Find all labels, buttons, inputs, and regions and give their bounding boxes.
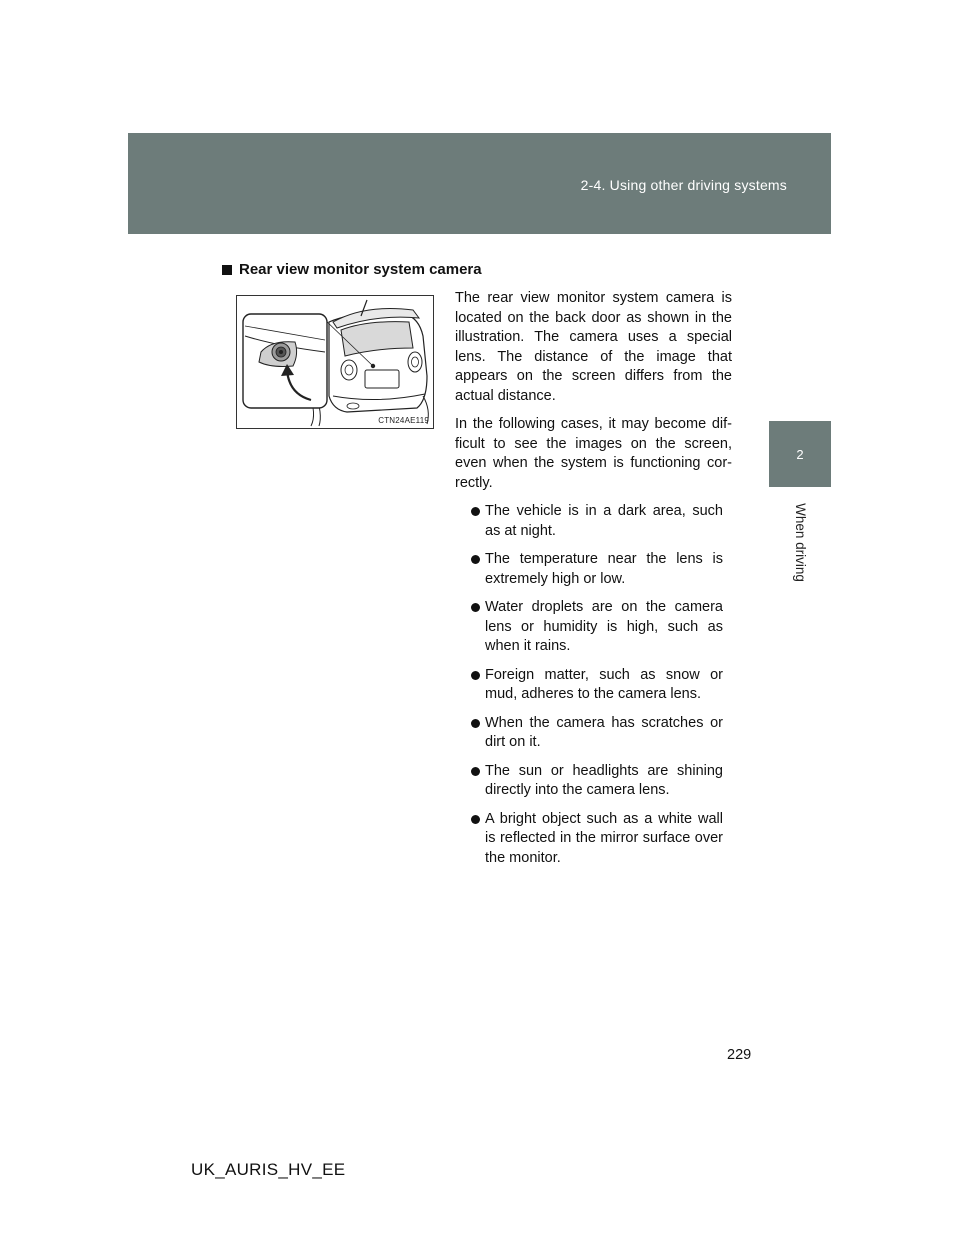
list-item: A bright object such as a white wall is reflected in the mirror surface over the monitor. (471, 810, 723, 869)
bullet-dot-icon (471, 671, 480, 680)
list-item: The vehicle is in a dark area, such as at night. (471, 502, 723, 541)
square-bullet-icon (222, 265, 232, 275)
conditions-list (455, 502, 723, 868)
car-rear-illustration (237, 296, 433, 428)
bullet-dot-icon (471, 815, 480, 824)
list-item: The temperature near the lens is extremely high or low. (471, 550, 723, 589)
figure-code: CTN24AE119 (378, 416, 429, 425)
chapter-tab-label (769, 487, 831, 597)
bullet-dot-icon (471, 767, 480, 776)
intro-paragraph: The rear view monitor system camera is located on the back door as shown in the illustration. The camera uses a special lens. The distance of the image that appears on the screen differs from the actual distance. (455, 290, 732, 404)
list-item: Foreign matter, such as snow or mud, adheres to the camera lens. (471, 666, 723, 705)
section-title: 2-4. Using other driving systems (580, 177, 787, 193)
page-number: 229 (727, 1047, 752, 1063)
section-heading-text: Rear view monitor system camera (239, 261, 482, 278)
list-item: The sun or headlights are shining directly into the camera lens. (471, 762, 723, 801)
bullet-dot-icon (471, 719, 480, 728)
section-heading (222, 261, 482, 278)
list-item: Water droplets are on the camera lens or humidity is high, such as when it rains. (471, 598, 723, 657)
document-code: UK_AURIS_HV_EE (191, 1160, 346, 1179)
camera-location-illustration (236, 295, 434, 429)
header-band (128, 133, 831, 234)
chapter-tab-label-text: When driving (792, 502, 808, 582)
bullet-dot-icon (471, 603, 480, 612)
bullet-dot-icon (471, 507, 480, 516)
bullet-dot-icon (471, 555, 480, 564)
chapter-tab-number: 2 (769, 421, 831, 487)
body-text-column (455, 289, 732, 877)
list-item: When the camera has scratches or dirt on it. (471, 714, 723, 753)
cases-paragraph: In the following cases, it may become dif-ficult to see the images on the screen, even when the system is functioning cor-rectly. (455, 416, 732, 491)
